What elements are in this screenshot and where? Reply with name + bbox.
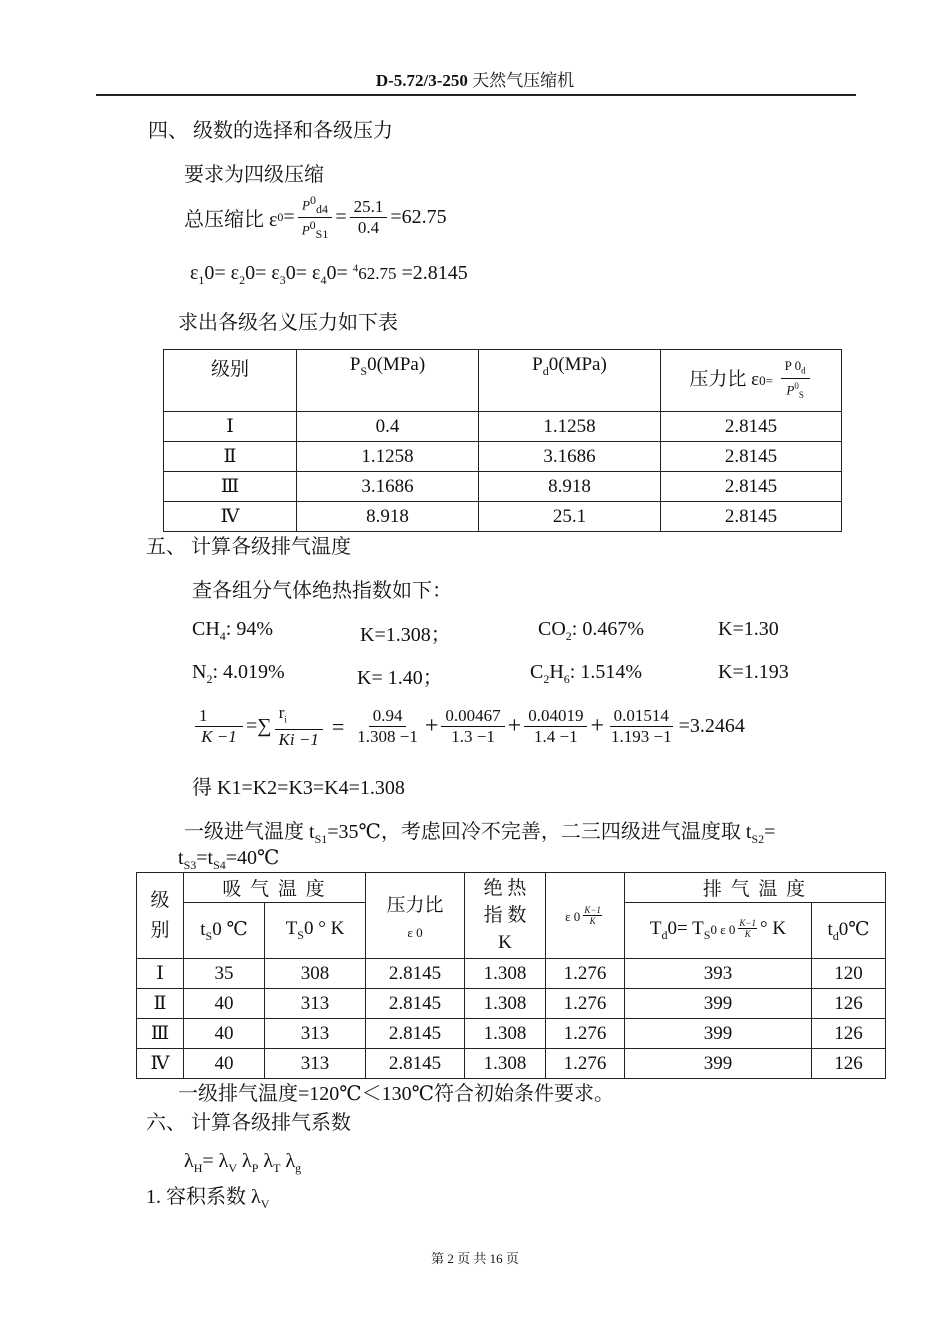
cell: 313	[265, 1049, 366, 1079]
cell: 126	[812, 989, 886, 1019]
frac-den-p: P	[301, 222, 310, 238]
cell: 126	[812, 1049, 886, 1079]
pressure-table-header	[164, 350, 842, 412]
equals: =	[283, 205, 295, 228]
Td-eps: 0 ε 0	[710, 922, 736, 938]
k-equation	[192, 703, 745, 750]
col-ratio	[661, 350, 842, 412]
Td-unit: ° K	[760, 918, 787, 940]
cell: 393	[625, 959, 812, 989]
cell: Ⅱ	[164, 442, 297, 472]
c2h6-name	[530, 661, 642, 687]
eps-3: 0= ε	[245, 262, 280, 284]
eps-2: 0= ε	[204, 262, 240, 284]
col-Ts	[265, 903, 366, 959]
conclusion-text: 一级排气温度=120℃＜130℃符合初始条件要求。	[178, 1083, 615, 1105]
col-pd	[479, 350, 661, 412]
pd-sub: d	[542, 363, 549, 378]
k-eq-result: =3.2464	[678, 715, 745, 738]
ratio-den-sub: S	[798, 390, 804, 401]
frac-den-sub: S1	[315, 226, 329, 241]
Td-symbol: T	[649, 918, 662, 940]
table-row	[137, 1019, 886, 1049]
c2h6-h: H	[549, 661, 564, 683]
ch4-name	[192, 618, 273, 644]
lhs-den: K −1	[201, 727, 237, 747]
eps-4: 0= ε	[285, 262, 321, 284]
inlet2-sub1: S3	[183, 858, 197, 872]
co2-percent: : 0.467%	[571, 618, 645, 640]
frac-den-sup: 0	[309, 217, 316, 232]
cell: 2.8145	[366, 1019, 465, 1049]
cell: 2.8145	[661, 502, 842, 532]
Td-exp-den: K	[744, 929, 751, 940]
ch4-formula: CH	[192, 618, 220, 640]
Td-sub2: S	[703, 927, 711, 942]
value-frac-num: 25.1	[350, 197, 388, 218]
cell: 313	[265, 1019, 366, 1049]
table-row	[164, 502, 842, 532]
sub-1: 1	[198, 273, 205, 287]
n2-formula: N	[192, 661, 207, 683]
lam-a: λ	[184, 1150, 194, 1172]
lam-sub-p: P	[251, 1161, 259, 1175]
term-1-num: 0.94	[369, 706, 407, 727]
cell: 35	[184, 959, 265, 989]
pd-unit: 0(MPa)	[548, 354, 607, 375]
table-row	[137, 1049, 886, 1079]
c2h6-c: C	[530, 661, 544, 683]
Ts-symbol: T	[285, 918, 298, 940]
section-5-heading: 五、 计算各级排气温度	[146, 536, 351, 558]
pressure-fraction	[298, 193, 333, 242]
inlet-c: =	[764, 821, 776, 843]
inlet2-sub2: S4	[213, 858, 226, 872]
term-2-num: 0.00467	[441, 706, 504, 727]
col-td	[812, 903, 886, 959]
item-volumetric	[146, 1180, 269, 1212]
c2h6-percent: : 1.514%	[569, 661, 643, 683]
ch4-k: K=1.308；	[360, 624, 451, 646]
temp-table-header-1	[137, 873, 886, 903]
inlet-temp-line-2	[178, 845, 279, 873]
cell: 0.4	[297, 412, 479, 442]
lam-sub-g: g	[295, 1161, 302, 1175]
pressure-table	[163, 349, 842, 532]
cell: 1.276	[546, 989, 625, 1019]
ri-den: Ki −1	[278, 730, 319, 750]
ri-num: r	[278, 703, 285, 722]
cell: 2.8145	[661, 412, 842, 442]
inlet-b: =35℃，考虑回冷不完善，二三四级进气温度取 t	[327, 821, 752, 843]
cell: 120	[812, 959, 886, 989]
sum-sign: =∑	[246, 715, 272, 738]
cell: 399	[625, 989, 812, 1019]
cell: 25.1	[479, 502, 661, 532]
lhs-fraction	[195, 706, 243, 747]
ts-sub: S	[205, 928, 213, 943]
col-adiabatic: 绝 热 指 数 K	[465, 873, 546, 959]
term-1-den: 1.308 −1	[357, 727, 418, 747]
doc-title: 天然气压缩机	[472, 71, 575, 90]
value-fraction	[350, 197, 388, 238]
cell: Ⅰ	[164, 412, 297, 442]
cell: Ⅳ	[137, 1049, 184, 1079]
cell: 399	[625, 1049, 812, 1079]
table-row	[164, 472, 842, 502]
sub-4: 4	[320, 273, 327, 287]
n2-percent: : 4.019%	[212, 661, 285, 683]
exp-den: K	[589, 915, 596, 926]
eps-label: ε 0	[565, 908, 581, 924]
ch4-percent: : 94%	[225, 618, 274, 640]
term-1	[353, 706, 422, 747]
item1-sub: V	[260, 1197, 270, 1211]
cell: 40	[184, 989, 265, 1019]
stage-ratio-formula	[190, 262, 468, 288]
stage-ratio-result: =2.8145	[401, 262, 468, 284]
c2h6-k: K=1.193	[718, 661, 789, 683]
Td-exp-num: K−1	[739, 918, 756, 929]
inlet2-c: =40℃	[225, 847, 280, 869]
ratio-label: 压力比 ε	[689, 368, 760, 390]
ratio-num-sub: d	[801, 365, 806, 376]
lambda-formula	[184, 1150, 301, 1176]
cell: 2.8145	[366, 989, 465, 1019]
cell: 399	[625, 1019, 812, 1049]
page-footer: 第 2 页 共 16 页	[431, 1251, 519, 1266]
Ts-unit: 0 ° K	[303, 918, 345, 940]
ps-symbol: P	[349, 354, 361, 375]
cell: 1.1258	[479, 412, 661, 442]
col-ratio	[366, 873, 465, 959]
cell: 2.8145	[366, 1049, 465, 1079]
sub-3: 3	[279, 273, 286, 287]
inlet-a: 一级进气温度 t	[184, 821, 315, 843]
cell: 308	[265, 959, 366, 989]
total-ratio-formula	[184, 193, 447, 242]
term-2	[441, 706, 504, 747]
cell: 1.308	[465, 1049, 546, 1079]
col-stage: 级 别	[137, 873, 184, 959]
exp-fraction	[583, 905, 602, 926]
co2-formula: CO	[538, 618, 566, 640]
cell: 1.308	[465, 959, 546, 989]
ratio-eps: ε 0	[407, 925, 423, 940]
term-4-num: 0.01514	[610, 706, 673, 727]
cell: 1.276	[546, 959, 625, 989]
eps-sub: 0	[277, 209, 284, 224]
cell: 1.276	[546, 1049, 625, 1079]
doc-code: D-5.72/3-250	[375, 71, 468, 90]
section-6-heading: 六、 计算各级排气系数	[146, 1112, 351, 1134]
value-frac-den: 0.4	[357, 217, 380, 237]
term-4	[607, 706, 676, 747]
lam-d: λ	[258, 1150, 274, 1172]
term-3-den: 1.4 −1	[534, 727, 578, 747]
cell: 3.1686	[479, 442, 661, 472]
header-rule	[96, 94, 856, 96]
inlet-sub1: S1	[314, 832, 328, 846]
total-ratio-result: =62.75	[390, 205, 447, 228]
ratio-num: P 0	[784, 357, 802, 373]
table-row	[164, 442, 842, 472]
n2-name	[192, 661, 285, 687]
item1-text: 1. 容积系数 λ	[146, 1186, 261, 1208]
co2-k: K=1.30	[718, 618, 779, 640]
Td-exp-fraction	[738, 918, 757, 939]
Td-mid: 0= T	[667, 918, 704, 940]
sub-2: 2	[239, 273, 246, 287]
Td-sub: d	[661, 927, 668, 942]
pd-symbol: P	[532, 354, 543, 375]
td-unit: 0℃	[838, 918, 870, 940]
cell: Ⅲ	[137, 1019, 184, 1049]
lhs-num: 1	[195, 706, 243, 727]
col-stage: 级别	[164, 350, 297, 412]
eq-sign: =	[331, 713, 345, 739]
frac-num-sup: 0	[309, 193, 316, 207]
eps-1: ε	[190, 262, 199, 284]
eps-tail: 0=	[326, 262, 348, 284]
n2-k: K= 1.40；	[357, 667, 443, 689]
ps-sub: S	[360, 363, 368, 378]
cell: 3.1686	[297, 472, 479, 502]
ts-unit: 0 ℃	[212, 918, 248, 940]
cell: Ⅲ	[164, 472, 297, 502]
co2-name	[538, 618, 644, 644]
ratio-eq: 0=	[759, 372, 773, 388]
cell: 8.918	[297, 502, 479, 532]
cell: 40	[184, 1049, 265, 1079]
cell: 126	[812, 1019, 886, 1049]
td-sub: d	[832, 928, 839, 943]
lam-sub-h: H	[193, 1161, 203, 1175]
plus-1: +	[424, 713, 439, 740]
lam-sub-t: T	[273, 1161, 281, 1175]
ch4-sub: 4	[219, 629, 226, 643]
ratio-den: P	[786, 382, 795, 398]
col-suction: 吸 气 温 度	[184, 873, 366, 903]
cell: 2.8145	[661, 472, 842, 502]
plus-3: +	[590, 713, 604, 740]
total-ratio-label: 总压缩比 ε	[184, 208, 278, 231]
cell: Ⅳ	[164, 502, 297, 532]
section-4-heading: 四、 级数的选择和各级压力	[148, 120, 393, 142]
col-ts	[184, 903, 265, 959]
n2-sub: 2	[206, 672, 213, 686]
term-4-den: 1.193 −1	[611, 727, 672, 747]
exp-num: K−1	[584, 904, 601, 915]
running-header	[0, 66, 950, 91]
c2h6-sub2: 6	[563, 672, 570, 686]
inlet2-a: t	[178, 847, 184, 869]
term-3-num: 0.04019	[524, 706, 587, 727]
inlet2-b: =t	[196, 847, 214, 869]
cell: 1.276	[546, 1019, 625, 1049]
c2h6-sub1: 2	[543, 672, 550, 686]
ratio-den-sup: 0	[794, 381, 799, 392]
table-row	[137, 989, 886, 1019]
temperature-table	[136, 872, 886, 1079]
ts-symbol: t	[200, 918, 206, 940]
cell: 1.1258	[297, 442, 479, 472]
ri-fraction	[275, 703, 323, 750]
ratio-fraction	[781, 358, 810, 404]
col-Td	[625, 903, 812, 959]
table-row	[164, 412, 842, 442]
cell: 40	[184, 1019, 265, 1049]
col-ps	[297, 350, 479, 412]
term-3	[524, 706, 587, 747]
lam-b: = λ	[202, 1150, 229, 1172]
frac-num-p: P	[302, 197, 310, 213]
equals-2: =	[335, 205, 347, 228]
ratio-label: 压力比	[386, 895, 444, 916]
requirement-text: 要求为四级压缩	[184, 164, 324, 186]
plus-2: +	[507, 713, 522, 740]
frac-num-sub: d4	[315, 201, 328, 216]
inlet-sub2: S2	[751, 832, 765, 846]
lam-sub-v: V	[228, 1161, 238, 1175]
cell: Ⅱ	[137, 989, 184, 1019]
co2-sub: 2	[565, 629, 572, 643]
cell: 313	[265, 989, 366, 1019]
cell: Ⅰ	[137, 959, 184, 989]
cell: 2.8145	[661, 442, 842, 472]
col-discharge: 排 气 温 度	[625, 873, 886, 903]
cell: 8.918	[479, 472, 661, 502]
Ts-sub: S	[297, 927, 304, 942]
root-index: 4	[352, 262, 359, 275]
table-row	[137, 959, 886, 989]
table-intro: 求出各级名义压力如下表	[178, 312, 398, 334]
td-symbol: t	[827, 918, 833, 940]
col-eps-power	[546, 873, 625, 959]
ri-sub: i	[284, 714, 287, 725]
cell: 1.308	[465, 989, 546, 1019]
root-value: 62.75	[358, 264, 397, 283]
cell: 2.8145	[366, 959, 465, 989]
ps-unit: 0(MPa)	[367, 354, 426, 375]
k-result: 得 K1=K2=K3=K4=1.308	[192, 777, 405, 799]
term-2-den: 1.3 −1	[451, 727, 495, 747]
lam-c: λ	[237, 1150, 252, 1172]
lam-e: λ	[280, 1150, 296, 1172]
adiabatic-intro: 查各组分气体绝热指数如下：	[192, 580, 452, 602]
inlet-temp-line-1	[184, 815, 775, 847]
cell: 1.308	[465, 1019, 546, 1049]
